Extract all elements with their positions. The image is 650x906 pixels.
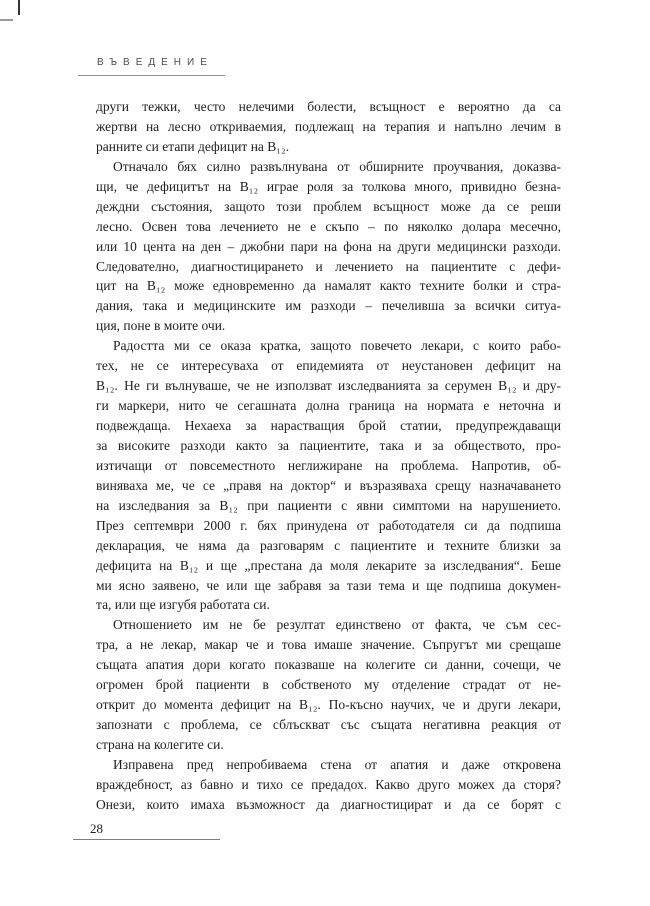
text-line: През септември 2000 г. бях принудена от работодателя си да подпиша (96, 517, 561, 533)
text-line: лесно. Освен това лечението не е скъпо – по няколко долара месечно, (96, 218, 561, 234)
page-number: 28 (90, 821, 103, 836)
text-line: други тежки, често нелечими болести, всъщност е вероятно да са (96, 99, 561, 114)
text-line: жертви на лесно откриваемия, подлежащ на терапия и напълно лечим в (96, 118, 561, 134)
text-line: Отношението им не бе резултат единствено от факта, че съм сес- (113, 617, 561, 633)
text-line: Радостта ми се оказа кратка, защото повечето лекари, с които рабо- (113, 338, 561, 354)
text-line: Отначало бях силно развълнувана от обширните проучвания, доказва- (113, 158, 561, 174)
text-line: враждебност, аз бавно и тихо се предадох. Какво друго можех да сторя? (96, 776, 561, 792)
text-line: дефицита на B₁₂ и ще „престана да моля лекарите за изследвания“. Беше (96, 557, 561, 573)
text-line: същата апатия дори когато показваше на колегите си данни, сочещи, че (96, 657, 561, 673)
text-line: тра, а не лекар, макар че и това имаше значение. Съпругът ми срещаше (96, 637, 561, 653)
text-line: B₁₂. Не ги вълнуваше, че не използват изследванията за серумен B₁₂ и дру- (96, 378, 561, 394)
text-line: Изправена пред непробиваема стена от апатия и даже откровена (113, 756, 561, 772)
crop-mark-horizontal (0, 19, 13, 21)
text-line: за високите разходи както за пациентите, така и за обществото, про- (96, 437, 561, 453)
text-line: щи, че дефицитът на B₁₂ играе роля за толкова много, привидно безна- (96, 178, 561, 194)
text-line: ги маркери, нито че сегашната долна граница на нормата е неточна и (96, 398, 561, 414)
text-line: деждни състояния, защото този проблем всъщност може да се реши (96, 198, 561, 214)
text-line: ми ясно заявено, че или ще забравя за тази тема и ще подпиша докумен- (96, 577, 561, 593)
text-line: дания, така и медицинските им разходи – печеливша за всички ситуа- (96, 298, 561, 314)
text-line: виняваха ме, че се „правя на доктор“ и възразяваха срещу назначаването (96, 477, 561, 493)
text-line: цит на B₁₂ може едновременно да намалят както техните болки и стра- (96, 278, 561, 294)
text-line: ранните си етапи дефицит на B₁₂. (96, 138, 290, 154)
page-body-text (96, 97, 561, 815)
text-line: Следователно, диагностицирането и лечението на пациентите с дефи- (96, 258, 561, 274)
text-line: запознати с проблема, се сблъскват със същата негативна реакция от (96, 717, 561, 733)
chapter-running-head: ВЪВЕДЕНИЕ (97, 57, 213, 68)
text-line: страна на колегите си. (96, 737, 224, 752)
text-line: изтичащи от повсеместното неглижиране на проблема. Напротив, об- (96, 457, 561, 473)
text-line: тех, не се интересуваха от епидемията от неустановен дефицит на (96, 358, 561, 374)
text-line: или 10 цента на ден – джобни пари на фона на други медицински разходи. (96, 238, 561, 254)
text-line: ция, поне в моите очи. (96, 318, 226, 334)
crop-mark-vertical (18, 0, 20, 15)
text-line: подвеждаща. Нехаеха за нарастващия брой статии, предупреждаващи (96, 418, 561, 433)
text-line: на изследвания за B₁₂ при пациенти с явни симптоми на нарушението. (96, 497, 561, 513)
text-line: та, или ще изгубя работата си. (96, 597, 270, 613)
header-rule (78, 75, 225, 76)
text-line: Онези, които имаха възможност да диагностицират и да се борят с (96, 796, 561, 812)
text-line: огромен брой пациенти в собственото му отделение страдат от не- (96, 677, 561, 693)
text-line: открит до момента дефицит на B₁₂. По-късно научих, че и други лекари, (96, 697, 561, 713)
footer-rule (73, 839, 220, 840)
text-line: декларация, че няма да разговарям с пациентите и техните близки за (96, 537, 561, 553)
